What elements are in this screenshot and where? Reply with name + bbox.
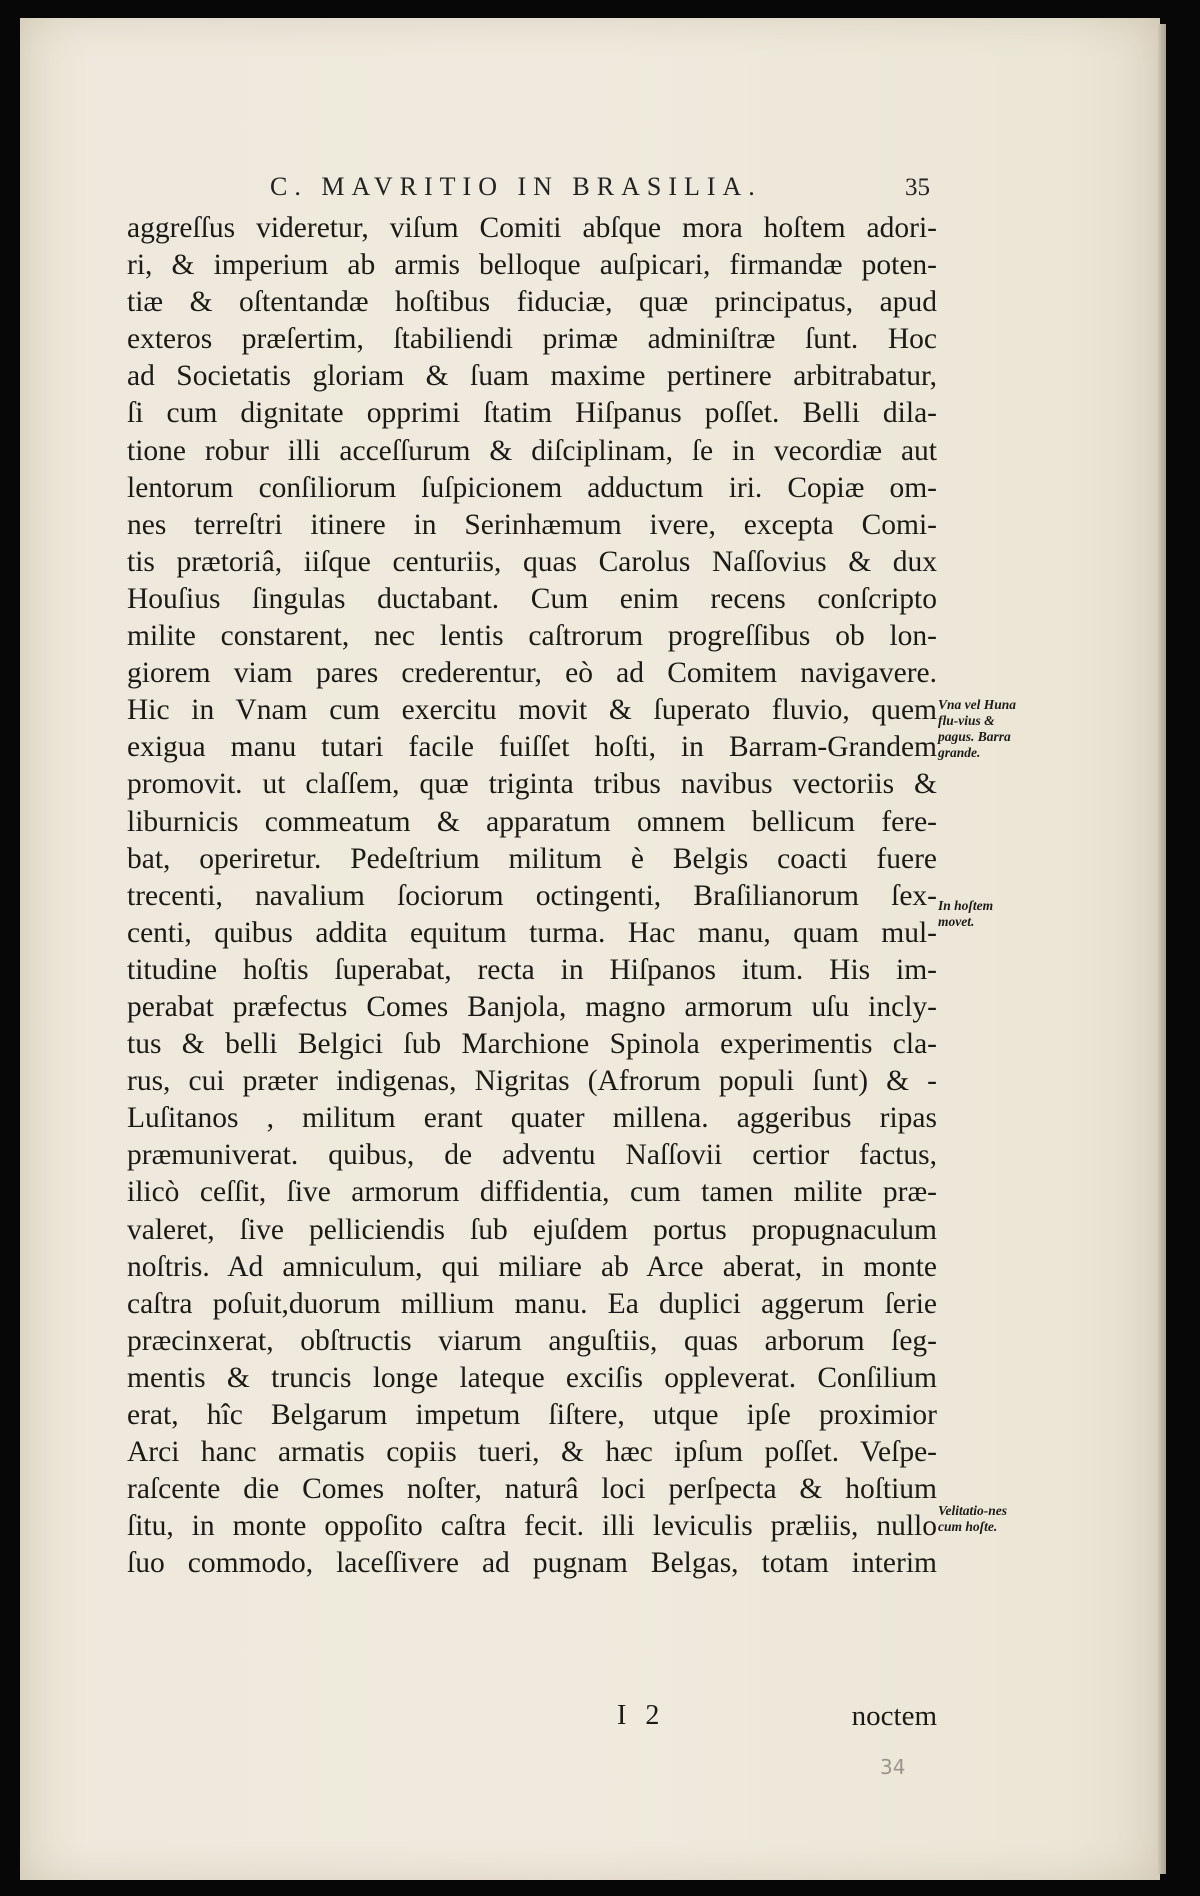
text-line: lentorum conſiliorum ſuſpicionem adductum iri. Copiæ om- <box>127 471 937 504</box>
text-line: Luſitanos , militum erant quater millena. aggeribus ripas <box>127 1102 937 1135</box>
text-line: promovit. ut claſſem, quæ triginta tribus navibus vectoriis & <box>127 768 937 801</box>
marginal-note-velitationes: Velitatio-nes cum hoſte. <box>938 1503 1008 1534</box>
text-line: ſi cum dignitate opprimi ſtatim Hiſpanus poſſet. Belli dila- <box>127 397 937 430</box>
text-line: noſtris. Ad amniculum, qui miliare ab Arce aberat, in monte <box>127 1250 937 1283</box>
text-line: raſcente die Comes noſter, naturâ loci perſpecta & hoſtium <box>127 1473 937 1506</box>
text-line: giorem viam pares crederentur, eò ad Comitem navigavere. <box>127 657 937 690</box>
pencil-foliation: 34 <box>880 1755 906 1779</box>
text-line: tis prætoriâ, iiſque centuriis, quas Carolus Naſſovius & dux <box>127 545 937 578</box>
marginal-note-in-hostem: In hoſtem movet. <box>938 898 994 929</box>
catchline <box>127 1700 937 1740</box>
page-number: 35 <box>905 174 930 201</box>
catchword: noctem <box>851 1700 937 1732</box>
text-line: rus, cui præter indigenas, Nigritas (Afrorum populi ſunt) & - <box>127 1065 937 1098</box>
marginalia <box>938 0 1028 1896</box>
text-line: tione robur illi acceſſurum & diſciplinam, ſe in vecordiæ aut <box>127 434 937 467</box>
text-line: ſitu, in monte oppoſito caſtra fecit. illi leviculis præliis, nullo <box>127 1510 937 1543</box>
text-line: tus & belli Belgici ſub Marchione Spinola experimentis cla- <box>127 1028 937 1061</box>
text-line: Hic in Vnam cum exercitu movit & ſuperato fluvio, quem <box>127 694 937 727</box>
text-line: titudine hoſtis ſuperabat, recta in Hiſpanos itum. His im- <box>127 953 937 986</box>
text-line: caſtra poſuit,duorum millium manu. Ea duplici aggerum ſerie <box>127 1287 937 1320</box>
text-line: bat, operiretur. Pedeſtrium militum è Belgis coacti fuere <box>127 842 937 875</box>
text-line: mentis & truncis longe lateque exciſis oppleverat. Conſilium <box>127 1361 937 1394</box>
text-line: ilicò ceſſit, ſive armorum diffidentia, cum tamen milite præ- <box>127 1176 937 1209</box>
text-line: aggreſſus videretur, viſum Comiti abſque mora hoſtem adori- <box>127 212 937 244</box>
text-line: ſuo commodo, laceſſivere ad pugnam Belgas, totam interim <box>127 1547 937 1580</box>
text-line: erat, hîc Belgarum impetum ſiſtere, utque ipſe proximior <box>127 1399 937 1431</box>
running-head-title: C. MAVRITIO IN BRASILIA. <box>270 172 762 201</box>
text-line: exteros præſertim, ſtabiliendi primæ adminiſtræ ſunt. Hoc <box>127 323 937 356</box>
text-line: nes terreſtri itinere in Serinhæmum ivere, excepta Comi- <box>127 508 937 541</box>
text-line: ri, & imperium ab armis belloque auſpicari, firmandæ poten- <box>127 249 937 282</box>
text-line: tiæ & oſtentandæ hoſtibus fiduciæ, quæ principatus, apud <box>127 286 937 319</box>
text-line: præmuniverat. quibus, de adventu Naſſovii certior factus, <box>127 1139 937 1172</box>
text-line: milite constarent, nec lentis caſtrorum progreſſibus ob lon- <box>127 620 937 653</box>
text-line: præcinxerat, obſtructis viarum anguſtiis, quas arborum ſeg- <box>127 1324 937 1357</box>
text-line: centi, quibus addita equitum turma. Hac manu, quam mul- <box>127 916 937 949</box>
signature-mark: I 2 <box>617 1700 666 1731</box>
text-line: ad Societatis gloriam & ſuam maxime pertinere arbitrabatur, <box>127 360 937 393</box>
text-line: exigua manu tutari facile fuiſſet hoſti, in Barram-Grandem <box>127 731 937 764</box>
page-edge <box>1158 24 1166 1874</box>
text-line: trecenti, navalium ſociorum octingenti, Braſilianorum ſex- <box>127 879 937 912</box>
text-line: liburnicis commeatum & apparatum omnem bellicum fere- <box>127 805 937 838</box>
text-line: Houſius ſingulas ductabant. Cum enim recens conſcripto <box>127 582 937 615</box>
text-line: Arci hanc armatis copiis tueri, & hæc ipſum poſſet. Veſpe- <box>127 1436 937 1469</box>
body-text <box>127 210 937 1582</box>
marginal-note-una: Vna vel Huna flu-vius & pagus. Barra grande. <box>938 697 1017 760</box>
text-line: valeret, ſive pelliciendis ſub ejuſdem portus propugnaculum <box>127 1213 937 1246</box>
text-line: perabat præfectus Comes Banjola, magno armorum uſu incly- <box>127 990 937 1023</box>
